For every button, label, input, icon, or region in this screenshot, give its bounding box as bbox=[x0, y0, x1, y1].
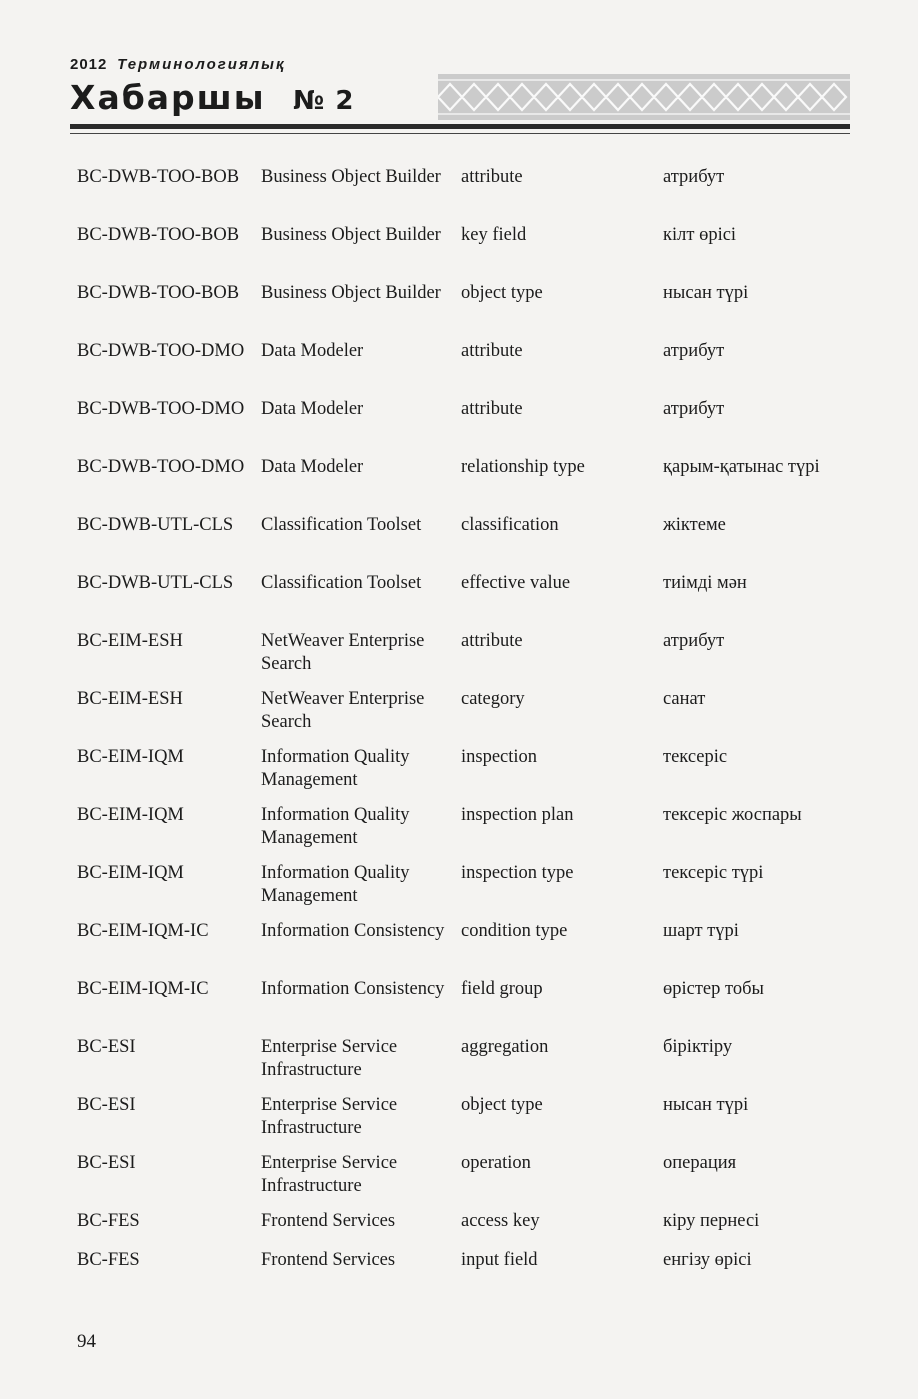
term-code: BC-ESI bbox=[77, 1037, 136, 1057]
term-code: BC-DWB-TOO-DMO bbox=[77, 399, 245, 419]
term-english: object type bbox=[461, 283, 543, 303]
term-component: Information Consistency bbox=[261, 921, 445, 941]
table-row bbox=[77, 688, 857, 746]
term-code: BC-EIM-ESH bbox=[77, 689, 183, 709]
header-rule bbox=[70, 124, 850, 129]
header-rule-thin bbox=[70, 133, 850, 134]
header-title-line bbox=[70, 78, 354, 121]
term-component: Data Modeler bbox=[261, 457, 364, 477]
term-code: BC-ESI bbox=[77, 1095, 136, 1115]
term-kazakh: тексеріс түрі bbox=[663, 863, 764, 883]
term-component: Enterprise Service Infrastructure bbox=[261, 1095, 398, 1138]
term-english: input field bbox=[461, 1250, 538, 1270]
term-code: BC-EIM-IQM bbox=[77, 863, 184, 883]
term-component: Information Quality Management bbox=[261, 747, 410, 790]
term-code: BC-DWB-TOO-BOB bbox=[77, 283, 240, 303]
term-english: operation bbox=[461, 1153, 531, 1173]
term-code: BC-EIM-IQM-IC bbox=[77, 979, 209, 999]
term-kazakh: жіктеме bbox=[663, 515, 726, 535]
term-kazakh: тиімді мән bbox=[663, 573, 747, 593]
term-kazakh: өрістер тобы bbox=[663, 979, 764, 999]
term-code: BC-ESI bbox=[77, 1153, 136, 1173]
term-english: attribute bbox=[461, 631, 523, 651]
term-kazakh: санат bbox=[663, 689, 706, 709]
table-row bbox=[77, 282, 857, 340]
term-english: inspection bbox=[461, 747, 538, 767]
table-row bbox=[77, 340, 857, 398]
term-code: BC-DWB-TOO-DMO bbox=[77, 457, 245, 477]
table-row bbox=[77, 398, 857, 456]
term-code: BC-DWB-TOO-BOB bbox=[77, 225, 240, 245]
page-number: 94 bbox=[77, 1331, 96, 1352]
term-kazakh: атрибут bbox=[663, 167, 725, 187]
term-english: object type bbox=[461, 1095, 543, 1115]
term-kazakh: нысан түрі bbox=[663, 1095, 749, 1115]
term-code: BC-FES bbox=[77, 1211, 140, 1231]
term-code: BC-EIM-ESH bbox=[77, 631, 183, 651]
term-component: Data Modeler bbox=[261, 341, 364, 361]
table-row bbox=[77, 630, 857, 688]
table-row bbox=[77, 572, 857, 630]
term-component: Classification Toolset bbox=[261, 573, 422, 593]
term-kazakh: тексеріс жоспары bbox=[663, 805, 802, 825]
table-row bbox=[77, 978, 857, 1036]
table-row bbox=[77, 862, 857, 920]
term-kazakh: енгізу өрісі bbox=[663, 1250, 752, 1270]
term-kazakh: кілт өрісі bbox=[663, 225, 737, 245]
term-english: classification bbox=[461, 515, 559, 535]
table-row bbox=[77, 1249, 857, 1288]
table-row bbox=[77, 1152, 857, 1210]
term-code: BC-DWB-UTL-CLS bbox=[77, 573, 234, 593]
term-kazakh: операция bbox=[663, 1153, 737, 1173]
term-kazakh: біріктіру bbox=[663, 1037, 733, 1057]
term-english: condition type bbox=[461, 921, 568, 941]
term-component: NetWeaver Enterprise Search bbox=[261, 631, 425, 674]
table-row bbox=[77, 746, 857, 804]
table-row bbox=[77, 804, 857, 862]
term-component: Information Quality Management bbox=[261, 805, 410, 848]
term-component: Data Modeler bbox=[261, 399, 364, 419]
term-component: Classification Toolset bbox=[261, 515, 422, 535]
term-kazakh: шарт түрі bbox=[663, 921, 739, 941]
term-component: Business Object Builder bbox=[261, 283, 441, 303]
term-kazakh: қарым-қатынас түрі bbox=[663, 457, 820, 477]
term-component: NetWeaver Enterprise Search bbox=[261, 689, 425, 732]
header-journal-name: Терминологиялық bbox=[117, 56, 286, 73]
term-code: BC-FES bbox=[77, 1250, 140, 1270]
header-line bbox=[70, 56, 286, 74]
term-english: key field bbox=[461, 225, 527, 245]
term-english: relationship type bbox=[461, 457, 585, 477]
term-english: inspection type bbox=[461, 863, 574, 883]
term-kazakh: атрибут bbox=[663, 399, 725, 419]
term-kazakh: кіру пернесі bbox=[663, 1211, 760, 1231]
term-code: BC-EIM-IQM bbox=[77, 747, 184, 767]
term-code: BC-EIM-IQM bbox=[77, 805, 184, 825]
table-row bbox=[77, 1036, 857, 1094]
term-component: Enterprise Service Infrastructure bbox=[261, 1037, 398, 1080]
term-code: BC-DWB-UTL-CLS bbox=[77, 515, 234, 535]
term-english: aggregation bbox=[461, 1037, 549, 1057]
header-issue: № 2 bbox=[293, 86, 355, 116]
term-kazakh: тексеріс bbox=[663, 747, 728, 767]
term-english: attribute bbox=[461, 167, 523, 187]
term-kazakh: атрибут bbox=[663, 631, 725, 651]
term-english: inspection plan bbox=[461, 805, 574, 825]
journal-header bbox=[70, 56, 850, 136]
term-kazakh: нысан түрі bbox=[663, 283, 749, 303]
term-component: Frontend Services bbox=[261, 1250, 396, 1270]
term-component: Information Quality Management bbox=[261, 863, 410, 906]
term-code: BC-DWB-TOO-DMO bbox=[77, 341, 245, 361]
header-title: Хабаршы bbox=[70, 78, 266, 117]
term-component: Enterprise Service Infrastructure bbox=[261, 1153, 398, 1196]
ornament-icon bbox=[438, 74, 850, 120]
table-row bbox=[77, 224, 857, 282]
term-english: effective value bbox=[461, 573, 571, 593]
table-row bbox=[77, 456, 857, 514]
term-english: attribute bbox=[461, 399, 523, 419]
term-component: Information Consistency bbox=[261, 979, 445, 999]
term-code: BC-EIM-IQM-IC bbox=[77, 921, 209, 941]
term-kazakh: атрибут bbox=[663, 341, 725, 361]
table-row bbox=[77, 920, 857, 978]
table-row bbox=[77, 514, 857, 572]
term-component: Business Object Builder bbox=[261, 167, 441, 187]
term-table bbox=[77, 166, 857, 1288]
term-english: attribute bbox=[461, 341, 523, 361]
term-component: Frontend Services bbox=[261, 1211, 396, 1231]
table-row bbox=[77, 166, 857, 224]
term-component: Business Object Builder bbox=[261, 225, 441, 245]
term-code: BC-DWB-TOO-BOB bbox=[77, 167, 240, 187]
header-year: 2012 bbox=[70, 56, 108, 73]
term-english: field group bbox=[461, 979, 543, 999]
term-english: category bbox=[461, 689, 525, 709]
term-english: access key bbox=[461, 1211, 540, 1231]
table-row bbox=[77, 1094, 857, 1152]
table-row bbox=[77, 1210, 857, 1249]
